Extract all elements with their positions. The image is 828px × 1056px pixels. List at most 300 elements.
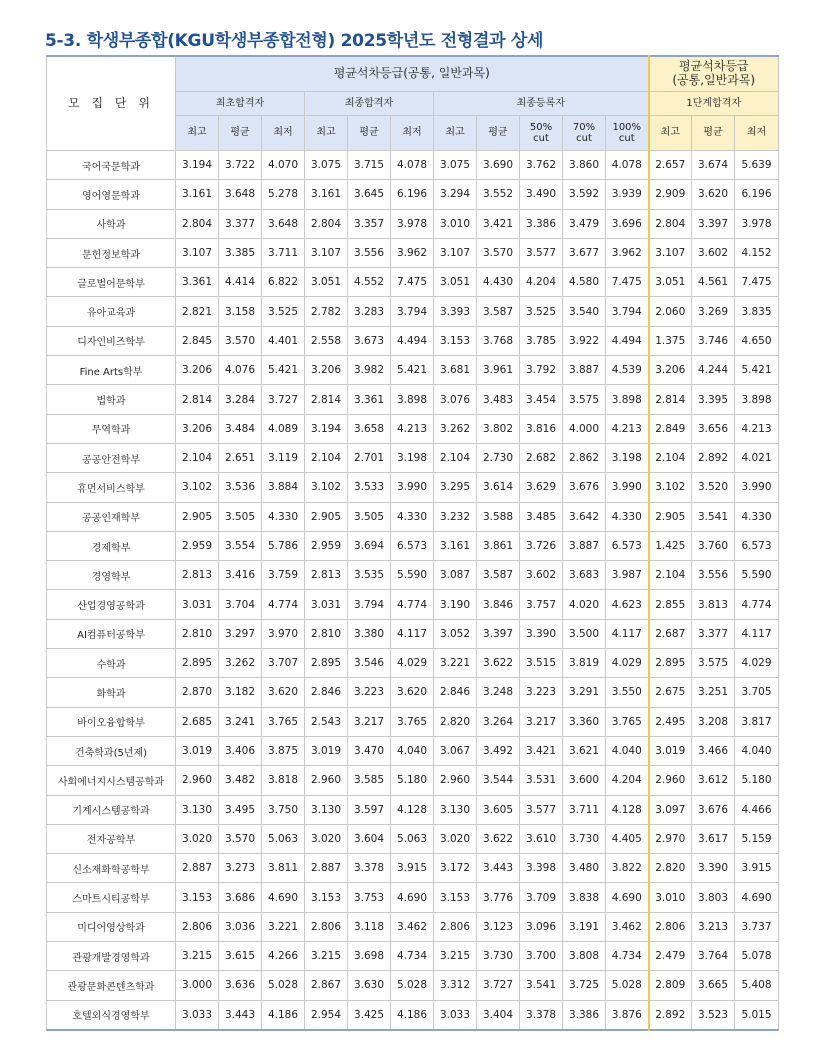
grade-cell: 4.734 — [391, 942, 434, 971]
col-70-cut: 70% cut — [563, 116, 606, 151]
grade-cell: 3.291 — [563, 678, 606, 707]
grade-cell: 3.295 — [434, 473, 477, 502]
grade-cell: 3.570 — [219, 824, 262, 853]
grade-cell: 3.587 — [477, 561, 520, 590]
grade-cell: 3.153 — [434, 883, 477, 912]
grade-cell: 5.063 — [391, 824, 434, 853]
grade-cell: 3.385 — [219, 238, 262, 267]
grade-cell: 3.505 — [348, 502, 391, 531]
grade-cell: 2.814 — [305, 385, 348, 414]
col-50-cut: 50% cut — [520, 116, 563, 151]
grade-cell: 3.107 — [305, 238, 348, 267]
unit-name: 공공인재학부 — [47, 502, 176, 531]
grade-cell: 3.398 — [520, 854, 563, 883]
grade-cell: 3.802 — [477, 414, 520, 443]
grade-cell: 5.180 — [735, 766, 779, 795]
grade-cell: 4.623 — [606, 590, 649, 619]
grade-cell: 5.063 — [262, 824, 305, 853]
table-row — [47, 209, 779, 238]
col-max: 최고 — [176, 116, 219, 151]
grade-cell: 3.520 — [692, 473, 735, 502]
grade-cell: 4.204 — [606, 766, 649, 795]
grade-cell: 3.213 — [692, 912, 735, 941]
grade-cell: 3.495 — [219, 795, 262, 824]
table-row — [47, 678, 779, 707]
grade-cell: 3.541 — [520, 971, 563, 1000]
grade-cell: 3.462 — [606, 912, 649, 941]
grade-cell: 3.818 — [262, 766, 305, 795]
unit-name: 무역학과 — [47, 414, 176, 443]
grade-cell: 3.010 — [434, 209, 477, 238]
grade-cell: 2.804 — [649, 209, 692, 238]
grade-cell: 3.248 — [477, 678, 520, 707]
grade-cell: 2.820 — [434, 707, 477, 736]
grade-cell: 4.414 — [219, 268, 262, 297]
grade-cell: 2.675 — [649, 678, 692, 707]
grade-cell: 3.404 — [477, 1000, 520, 1030]
grade-cell: 3.190 — [434, 590, 477, 619]
unit-name: 산업경영공학과 — [47, 590, 176, 619]
grade-cell: 4.774 — [735, 590, 779, 619]
grade-cell: 3.033 — [434, 1000, 477, 1030]
grade-cell: 2.813 — [176, 561, 219, 590]
grade-cell: 3.051 — [305, 268, 348, 297]
grade-cell: 3.294 — [434, 180, 477, 209]
grade-cell: 3.677 — [563, 238, 606, 267]
table-row — [47, 942, 779, 971]
grade-cell: 7.475 — [735, 268, 779, 297]
grade-cell: 3.658 — [348, 414, 391, 443]
grade-cell: 3.629 — [520, 473, 563, 502]
grade-cell: 3.482 — [219, 766, 262, 795]
grade-cell: 3.118 — [348, 912, 391, 941]
grade-cell: 3.794 — [391, 297, 434, 326]
grade-cell: 3.696 — [606, 209, 649, 238]
grade-cell: 2.862 — [563, 443, 606, 472]
grade-cell: 2.104 — [176, 443, 219, 472]
grade-cell: 5.590 — [735, 561, 779, 590]
table-row — [47, 414, 779, 443]
grade-cell: 3.705 — [735, 678, 779, 707]
grade-cell: 3.036 — [219, 912, 262, 941]
grade-cell: 3.556 — [348, 238, 391, 267]
grade-cell: 5.590 — [391, 561, 434, 590]
unit-name: 공공안전학부 — [47, 443, 176, 472]
grade-cell: 3.656 — [692, 414, 735, 443]
grade-cell: 6.196 — [735, 180, 779, 209]
grade-cell: 3.312 — [434, 971, 477, 1000]
col-max: 최고 — [305, 116, 348, 151]
grade-cell: 2.782 — [305, 297, 348, 326]
grade-cell: 4.020 — [563, 590, 606, 619]
grade-cell: 3.153 — [305, 883, 348, 912]
grade-cell: 3.107 — [176, 238, 219, 267]
table-row — [47, 385, 779, 414]
grade-cell: 3.525 — [520, 297, 563, 326]
grade-cell: 3.161 — [434, 531, 477, 560]
grade-cell: 3.709 — [520, 883, 563, 912]
table-row — [47, 443, 779, 472]
final-pass-header: 최종합격자 — [305, 92, 434, 116]
grade-cell: 3.251 — [692, 678, 735, 707]
grade-cell: 3.605 — [477, 795, 520, 824]
grade-cell: 4.021 — [735, 443, 779, 472]
grade-cell: 2.820 — [649, 854, 692, 883]
grade-cell: 3.051 — [649, 268, 692, 297]
grade-cell: 3.395 — [692, 385, 735, 414]
grade-cell: 3.694 — [348, 531, 391, 560]
grade-cell: 3.217 — [348, 707, 391, 736]
grade-cell: 3.592 — [563, 180, 606, 209]
grade-cell: 4.774 — [391, 590, 434, 619]
grade-cell: 2.892 — [692, 443, 735, 472]
grade-cell: 3.577 — [520, 795, 563, 824]
grade-cell: 3.715 — [348, 151, 391, 180]
grade-cell: 6.573 — [735, 531, 779, 560]
grade-cell: 3.982 — [348, 356, 391, 385]
grade-cell: 3.673 — [348, 326, 391, 355]
grade-cell: 3.533 — [348, 473, 391, 502]
unit-name: 사회에너지시스템공학과 — [47, 766, 176, 795]
final-reg-header: 최종등록자 — [434, 92, 649, 116]
grade-cell: 3.887 — [563, 531, 606, 560]
grade-cell: 3.215 — [176, 942, 219, 971]
grade-cell: 3.575 — [563, 385, 606, 414]
grade-cell: 3.020 — [176, 824, 219, 853]
grade-cell: 2.867 — [305, 971, 348, 1000]
grade-cell: 3.987 — [606, 561, 649, 590]
grade-cell: 3.768 — [477, 326, 520, 355]
grade-cell: 3.621 — [563, 736, 606, 765]
grade-cell: 4.405 — [606, 824, 649, 853]
unit-name: 문헌정보학과 — [47, 238, 176, 267]
grade-cell: 3.130 — [305, 795, 348, 824]
grade-cell: 2.887 — [305, 854, 348, 883]
grade-cell: 2.060 — [649, 297, 692, 326]
grade-cell: 3.875 — [262, 736, 305, 765]
grade-cell: 3.019 — [649, 736, 692, 765]
unit-name: 법학과 — [47, 385, 176, 414]
unit-name: 유아교육과 — [47, 297, 176, 326]
grade-cell: 3.102 — [305, 473, 348, 502]
grade-cell: 3.585 — [348, 766, 391, 795]
grade-cell: 3.443 — [219, 1000, 262, 1030]
grade-cell: 3.794 — [348, 590, 391, 619]
grade-cell: 3.206 — [176, 414, 219, 443]
grade-cell: 2.895 — [305, 649, 348, 678]
grade-cell: 3.726 — [520, 531, 563, 560]
results-table — [46, 55, 779, 1031]
grade-cell: 2.809 — [649, 971, 692, 1000]
grade-cell: 3.525 — [262, 297, 305, 326]
avg-grade-stage-header: 평균석차등급 (공통,일반과목) — [649, 56, 779, 92]
grade-cell: 4.040 — [391, 736, 434, 765]
col-min: 최저 — [735, 116, 779, 151]
grade-cell: 3.620 — [692, 180, 735, 209]
grade-cell: 3.241 — [219, 707, 262, 736]
grade-cell: 2.959 — [305, 531, 348, 560]
grade-cell: 3.153 — [176, 883, 219, 912]
grade-cell: 3.711 — [563, 795, 606, 824]
grade-cell: 3.515 — [520, 649, 563, 678]
grade-cell: 4.494 — [391, 326, 434, 355]
grade-cell: 3.648 — [219, 180, 262, 209]
table-row — [47, 766, 779, 795]
grade-cell: 3.990 — [606, 473, 649, 502]
grade-cell: 3.221 — [262, 912, 305, 941]
grade-cell: 5.639 — [735, 151, 779, 180]
grade-cell: 2.104 — [434, 443, 477, 472]
grade-cell: 3.360 — [563, 707, 606, 736]
grade-cell: 2.685 — [176, 707, 219, 736]
grade-cell: 3.000 — [176, 971, 219, 1000]
grade-cell: 3.393 — [434, 297, 477, 326]
grade-cell: 3.454 — [520, 385, 563, 414]
col-min: 최저 — [262, 116, 305, 151]
unit-name: 건축학과(5년제) — [47, 736, 176, 765]
grade-cell: 4.040 — [606, 736, 649, 765]
grade-cell: 3.223 — [348, 678, 391, 707]
table-row — [47, 795, 779, 824]
grade-cell: 3.541 — [692, 502, 735, 531]
grade-cell: 2.806 — [305, 912, 348, 941]
grade-cell: 2.895 — [649, 649, 692, 678]
grade-cell: 3.102 — [176, 473, 219, 502]
grade-cell: 2.657 — [649, 151, 692, 180]
col-min: 최저 — [391, 116, 434, 151]
grade-cell: 5.421 — [262, 356, 305, 385]
grade-cell: 2.909 — [649, 180, 692, 209]
grade-cell: 3.378 — [348, 854, 391, 883]
grade-cell: 3.361 — [176, 268, 219, 297]
grade-cell: 3.554 — [219, 531, 262, 560]
grade-cell: 3.915 — [735, 854, 779, 883]
grade-cell: 3.704 — [219, 590, 262, 619]
grade-cell: 3.206 — [305, 356, 348, 385]
grade-cell: 5.028 — [391, 971, 434, 1000]
grade-cell: 3.161 — [176, 180, 219, 209]
grade-cell: 4.117 — [391, 619, 434, 648]
col-avg: 평균 — [219, 116, 262, 151]
grade-cell: 3.612 — [692, 766, 735, 795]
grade-cell: 4.117 — [606, 619, 649, 648]
grade-cell: 3.262 — [219, 649, 262, 678]
page-title: 5-3. 학생부종합(KGU학생부종합전형) 2025학년도 전형결과 상세 — [45, 31, 544, 51]
grade-cell: 3.876 — [606, 1000, 649, 1030]
grade-cell: 3.019 — [176, 736, 219, 765]
grade-cell: 3.264 — [477, 707, 520, 736]
grade-cell: 3.961 — [477, 356, 520, 385]
grade-cell: 3.019 — [305, 736, 348, 765]
grade-cell: 3.813 — [692, 590, 735, 619]
col-max: 최고 — [649, 116, 692, 151]
grade-cell: 3.172 — [434, 854, 477, 883]
grade-cell: 5.028 — [606, 971, 649, 1000]
grade-cell: 3.602 — [692, 238, 735, 267]
grade-cell: 3.484 — [219, 414, 262, 443]
grade-cell: 3.760 — [692, 531, 735, 560]
table-row — [47, 180, 779, 209]
table-row — [47, 238, 779, 267]
grade-cell: 3.490 — [520, 180, 563, 209]
grade-cell: 4.552 — [348, 268, 391, 297]
grade-cell: 3.544 — [477, 766, 520, 795]
grade-cell: 4.186 — [391, 1000, 434, 1030]
grade-cell: 2.104 — [649, 443, 692, 472]
grade-cell: 3.600 — [563, 766, 606, 795]
table-row — [47, 268, 779, 297]
grade-cell: 1.425 — [649, 531, 692, 560]
grade-cell: 3.194 — [305, 414, 348, 443]
grade-cell: 3.727 — [262, 385, 305, 414]
grade-cell: 4.078 — [391, 151, 434, 180]
grade-cell: 3.803 — [692, 883, 735, 912]
grade-cell: 3.556 — [692, 561, 735, 590]
grade-cell: 3.648 — [262, 209, 305, 238]
grade-cell: 3.922 — [563, 326, 606, 355]
grade-cell: 3.898 — [606, 385, 649, 414]
grade-cell: 3.884 — [262, 473, 305, 502]
grade-cell: 3.730 — [477, 942, 520, 971]
first-pass-header: 최초합격자 — [176, 92, 305, 116]
grade-cell: 3.158 — [219, 297, 262, 326]
grade-cell: 3.764 — [692, 942, 735, 971]
grade-cell: 3.978 — [735, 209, 779, 238]
grade-cell: 3.887 — [563, 356, 606, 385]
grade-cell: 3.470 — [348, 736, 391, 765]
grade-cell: 2.687 — [649, 619, 692, 648]
grade-cell: 2.959 — [176, 531, 219, 560]
grade-cell: 3.397 — [477, 619, 520, 648]
grade-cell: 6.573 — [606, 531, 649, 560]
grade-cell: 3.588 — [477, 502, 520, 531]
grade-cell: 3.031 — [176, 590, 219, 619]
grade-cell: 4.029 — [391, 649, 434, 678]
grade-cell: 3.676 — [563, 473, 606, 502]
grade-cell: 3.536 — [219, 473, 262, 502]
grade-cell: 4.128 — [391, 795, 434, 824]
grade-cell: 3.620 — [391, 678, 434, 707]
grade-cell: 3.990 — [735, 473, 779, 502]
stage1-pass-header: 1단계합격자 — [649, 92, 779, 116]
grade-cell: 4.029 — [735, 649, 779, 678]
grade-cell: 3.727 — [477, 971, 520, 1000]
grade-cell: 3.707 — [262, 649, 305, 678]
grade-cell: 3.262 — [434, 414, 477, 443]
grade-cell: 4.213 — [735, 414, 779, 443]
grade-cell: 3.535 — [348, 561, 391, 590]
unit-name: 사학과 — [47, 209, 176, 238]
grade-cell: 4.539 — [606, 356, 649, 385]
grade-cell: 3.500 — [563, 619, 606, 648]
grade-cell: 3.552 — [477, 180, 520, 209]
grade-cell: 7.475 — [391, 268, 434, 297]
grade-cell: 3.570 — [219, 326, 262, 355]
grade-cell: 4.401 — [262, 326, 305, 355]
table-row — [47, 649, 779, 678]
grade-cell: 3.722 — [219, 151, 262, 180]
unit-name: 영어영문학과 — [47, 180, 176, 209]
grade-cell: 3.480 — [563, 854, 606, 883]
grade-cell: 2.806 — [176, 912, 219, 941]
grade-cell: 3.051 — [434, 268, 477, 297]
grade-cell: 2.887 — [176, 854, 219, 883]
table-row — [47, 854, 779, 883]
unit-name: 전자공학부 — [47, 824, 176, 853]
unit-name: 화학과 — [47, 678, 176, 707]
grade-cell: 3.746 — [692, 326, 735, 355]
unit-name: Fine Arts학부 — [47, 356, 176, 385]
grade-cell: 3.161 — [305, 180, 348, 209]
grade-cell: 3.690 — [477, 151, 520, 180]
grade-cell: 3.215 — [305, 942, 348, 971]
grade-cell: 2.813 — [305, 561, 348, 590]
grade-cell: 2.960 — [176, 766, 219, 795]
grade-cell: 2.845 — [176, 326, 219, 355]
grade-cell: 2.810 — [305, 619, 348, 648]
table-row — [47, 883, 779, 912]
unit-name: 스마트시티공학부 — [47, 883, 176, 912]
grade-cell: 4.040 — [735, 736, 779, 765]
grade-cell: 3.357 — [348, 209, 391, 238]
grade-cell: 3.540 — [563, 297, 606, 326]
grade-cell: 3.676 — [692, 795, 735, 824]
grade-cell: 3.645 — [348, 180, 391, 209]
table-row — [47, 326, 779, 355]
grade-cell: 5.015 — [735, 1000, 779, 1030]
grade-cell: 2.804 — [176, 209, 219, 238]
grade-cell: 3.990 — [391, 473, 434, 502]
unit-name: 디자인비즈학부 — [47, 326, 176, 355]
grade-cell: 3.730 — [563, 824, 606, 853]
unit-name: 휴먼서비스학부 — [47, 473, 176, 502]
grade-cell: 5.786 — [262, 531, 305, 560]
grade-cell: 3.208 — [692, 707, 735, 736]
grade-cell: 2.905 — [305, 502, 348, 531]
grade-cell: 2.558 — [305, 326, 348, 355]
table-body — [47, 151, 779, 1030]
grade-cell: 3.443 — [477, 854, 520, 883]
grade-cell: 3.817 — [735, 707, 779, 736]
table-row — [47, 912, 779, 941]
grade-cell: 3.284 — [219, 385, 262, 414]
grade-cell: 2.960 — [305, 766, 348, 795]
grade-cell: 6.573 — [391, 531, 434, 560]
grade-cell: 3.642 — [563, 502, 606, 531]
grade-cell: 2.905 — [176, 502, 219, 531]
col-max: 최고 — [434, 116, 477, 151]
grade-cell: 3.970 — [262, 619, 305, 648]
grade-cell: 3.097 — [649, 795, 692, 824]
grade-cell: 3.610 — [520, 824, 563, 853]
grade-cell: 3.737 — [735, 912, 779, 941]
grade-cell: 3.052 — [434, 619, 477, 648]
unit-name: 수학과 — [47, 649, 176, 678]
grade-cell: 3.700 — [520, 942, 563, 971]
grade-cell: 4.070 — [262, 151, 305, 180]
table-row — [47, 824, 779, 853]
grade-cell: 4.128 — [606, 795, 649, 824]
grade-cell: 2.701 — [348, 443, 391, 472]
grade-cell: 3.816 — [520, 414, 563, 443]
grade-cell: 5.180 — [391, 766, 434, 795]
grade-cell: 4.244 — [692, 356, 735, 385]
grade-cell: 4.734 — [606, 942, 649, 971]
grade-cell: 3.406 — [219, 736, 262, 765]
grade-cell: 3.792 — [520, 356, 563, 385]
grade-cell: 3.604 — [348, 824, 391, 853]
grade-cell: 3.898 — [391, 385, 434, 414]
